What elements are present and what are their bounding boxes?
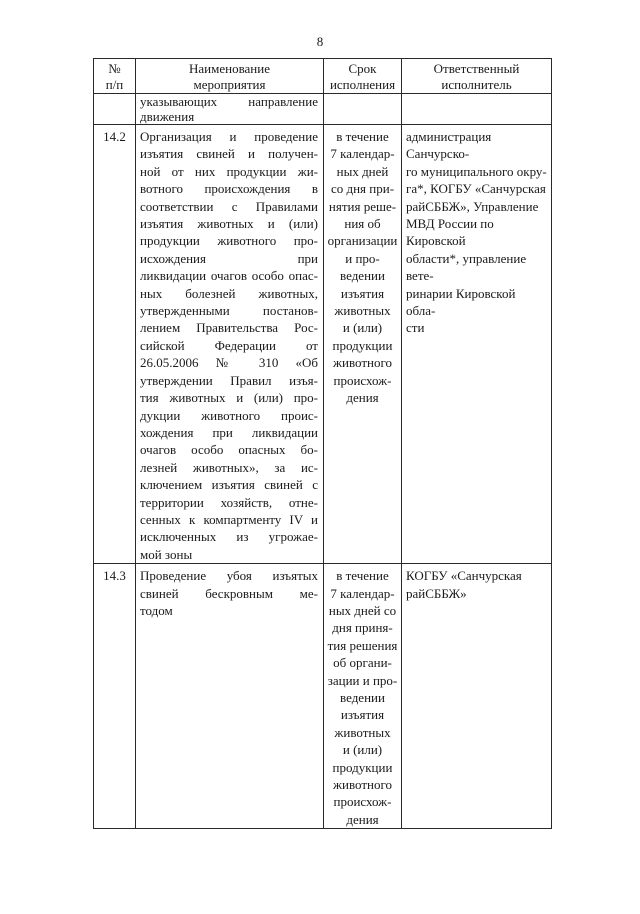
cell-line: тия решения xyxy=(327,637,398,653)
cell-line: ных дней со xyxy=(328,602,397,618)
table-header-row xyxy=(94,59,552,94)
cell-line: и (или) xyxy=(342,742,383,758)
cell-line: ной от них продукции жи- xyxy=(140,163,318,179)
cell-line: изъятия xyxy=(340,285,385,301)
cell-line: исключенных из угрожае- xyxy=(140,529,318,545)
cont-resp-cell xyxy=(402,94,552,125)
cell-line: соответствии с Правилами xyxy=(140,198,318,214)
cell-line: и про- xyxy=(345,250,380,266)
cell-line: организации xyxy=(327,233,398,249)
cell-line: райСББЖ» xyxy=(406,585,467,601)
cell-line: исхождения при xyxy=(140,250,318,266)
cell-line: очагов особо опасных бо- xyxy=(140,442,318,458)
header-term-line: Срок xyxy=(348,61,377,76)
cell-line: ведении xyxy=(340,268,385,284)
cell-line: в течение xyxy=(336,568,389,584)
cell-line: и (или) xyxy=(342,320,383,336)
header-resp-line: Ответственный xyxy=(433,61,520,76)
header-num-line: п/п xyxy=(105,77,124,92)
cell-line: ных дней xyxy=(336,163,389,179)
cell-line: утвержденными постанов- xyxy=(140,303,318,319)
cont-name-line: указывающих направление xyxy=(140,94,318,109)
cell-line: ных болезней животных, xyxy=(140,285,318,301)
cell-line: администрация Санчурско- xyxy=(406,129,492,162)
cell-line: со дня при- xyxy=(330,181,395,197)
cell-line: Проведение убоя изъятых xyxy=(140,568,318,584)
cell-line: свиней бескровным ме- xyxy=(140,585,318,601)
cell-line: га*, КОГБУ «Санчурская xyxy=(406,181,546,197)
row-term-cell xyxy=(324,125,402,564)
cell-line: ведении xyxy=(340,690,385,705)
cont-term-cell xyxy=(324,94,402,125)
cell-line: КОГБУ «Санчурская xyxy=(406,568,522,584)
header-resp-line: исполнитель xyxy=(441,77,512,92)
cell-line: территории хозяйств, отне- xyxy=(140,494,318,510)
row-number: 14.2 xyxy=(94,125,136,564)
cell-line: продукции животного про- xyxy=(140,233,318,249)
cell-line: происхож- xyxy=(333,372,392,388)
measures-table xyxy=(93,58,552,829)
continuation-row xyxy=(94,94,552,125)
cell-line: изъятия животных и (или) xyxy=(140,216,318,232)
cell-line: лением Правительства Рос- xyxy=(140,320,318,336)
cont-name-cell xyxy=(136,94,324,125)
header-num xyxy=(94,59,136,94)
row-term-cell xyxy=(324,564,402,829)
cell-line: животного xyxy=(333,355,392,371)
cell-line: продукции xyxy=(332,337,393,353)
header-name xyxy=(136,59,324,94)
cell-line: утверждении Правил изъя- xyxy=(140,372,318,388)
cell-line: в течение xyxy=(336,129,389,144)
cell-line: тодом xyxy=(140,602,173,618)
cell-line: сийской Федерации от xyxy=(140,337,318,353)
cell-line: го муниципального окру- xyxy=(406,163,547,179)
cell-line: тия животных и (или) про- xyxy=(140,390,318,406)
header-term xyxy=(324,59,402,94)
row-name-cell xyxy=(136,125,324,564)
cell-line: МВД России по Кировской xyxy=(406,216,494,249)
cell-line: области*, управление вете- xyxy=(406,250,527,284)
cell-line: дения xyxy=(346,390,379,406)
cell-line: хождения при ликвидации xyxy=(140,424,318,440)
cell-line: животных xyxy=(334,303,391,319)
cell-line: ключением изъятия свиней с xyxy=(140,477,318,493)
cell-line: дукции животного проис- xyxy=(140,407,318,423)
row-number: 14.3 xyxy=(94,564,136,829)
cell-line: сенных к компартменту IV и xyxy=(140,511,318,527)
cell-line: об органи- xyxy=(333,655,392,671)
cell-line: дения xyxy=(346,811,379,827)
cell-line: ния об xyxy=(344,216,381,232)
cont-name-line: движения xyxy=(140,109,195,124)
header-resp xyxy=(402,59,552,94)
cell-line: сти xyxy=(406,320,425,336)
header-name-line: Наименование xyxy=(189,61,270,76)
page-number: 8 xyxy=(316,34,324,49)
row-resp-cell xyxy=(402,564,552,829)
cell-line: ринарии Кировской обла- xyxy=(406,285,516,319)
row-resp-cell xyxy=(402,125,552,564)
header-num-line: № xyxy=(108,61,121,76)
cell-line: ликвидации очагов особо опас- xyxy=(140,268,318,284)
table-row xyxy=(94,125,552,564)
cell-line: 7 календар- xyxy=(330,585,395,601)
cell-line: изъятия xyxy=(340,707,385,723)
cell-line: животного xyxy=(333,777,392,793)
cell-line: Организация и проведение xyxy=(140,129,318,144)
cont-num-cell xyxy=(94,94,136,125)
header-name-line: мероприятия xyxy=(193,77,266,92)
cell-line: зации и про- xyxy=(327,672,398,688)
cell-line: происхож- xyxy=(333,794,392,810)
cell-line: животных xyxy=(334,724,391,740)
cell-line: 7 календар- xyxy=(330,146,395,162)
cell-line: нятия реше- xyxy=(328,198,397,214)
cell-line: мой зоны xyxy=(140,546,193,562)
cell-line: лезней животных», за ис- xyxy=(140,459,318,475)
row-name-cell xyxy=(136,564,324,829)
table-row xyxy=(94,564,552,829)
cell-line: изъятия свиней и получен- xyxy=(140,146,318,162)
cell-line: райСББЖ», Управление xyxy=(406,198,539,214)
header-term-line: исполнения xyxy=(329,77,396,92)
cell-line: продукции xyxy=(332,759,393,775)
cell-line: дня приня- xyxy=(332,620,393,636)
cell-line: 26.05.2006 № 310 «Об xyxy=(140,355,318,371)
cell-line: вотного происхождения в xyxy=(140,181,318,197)
